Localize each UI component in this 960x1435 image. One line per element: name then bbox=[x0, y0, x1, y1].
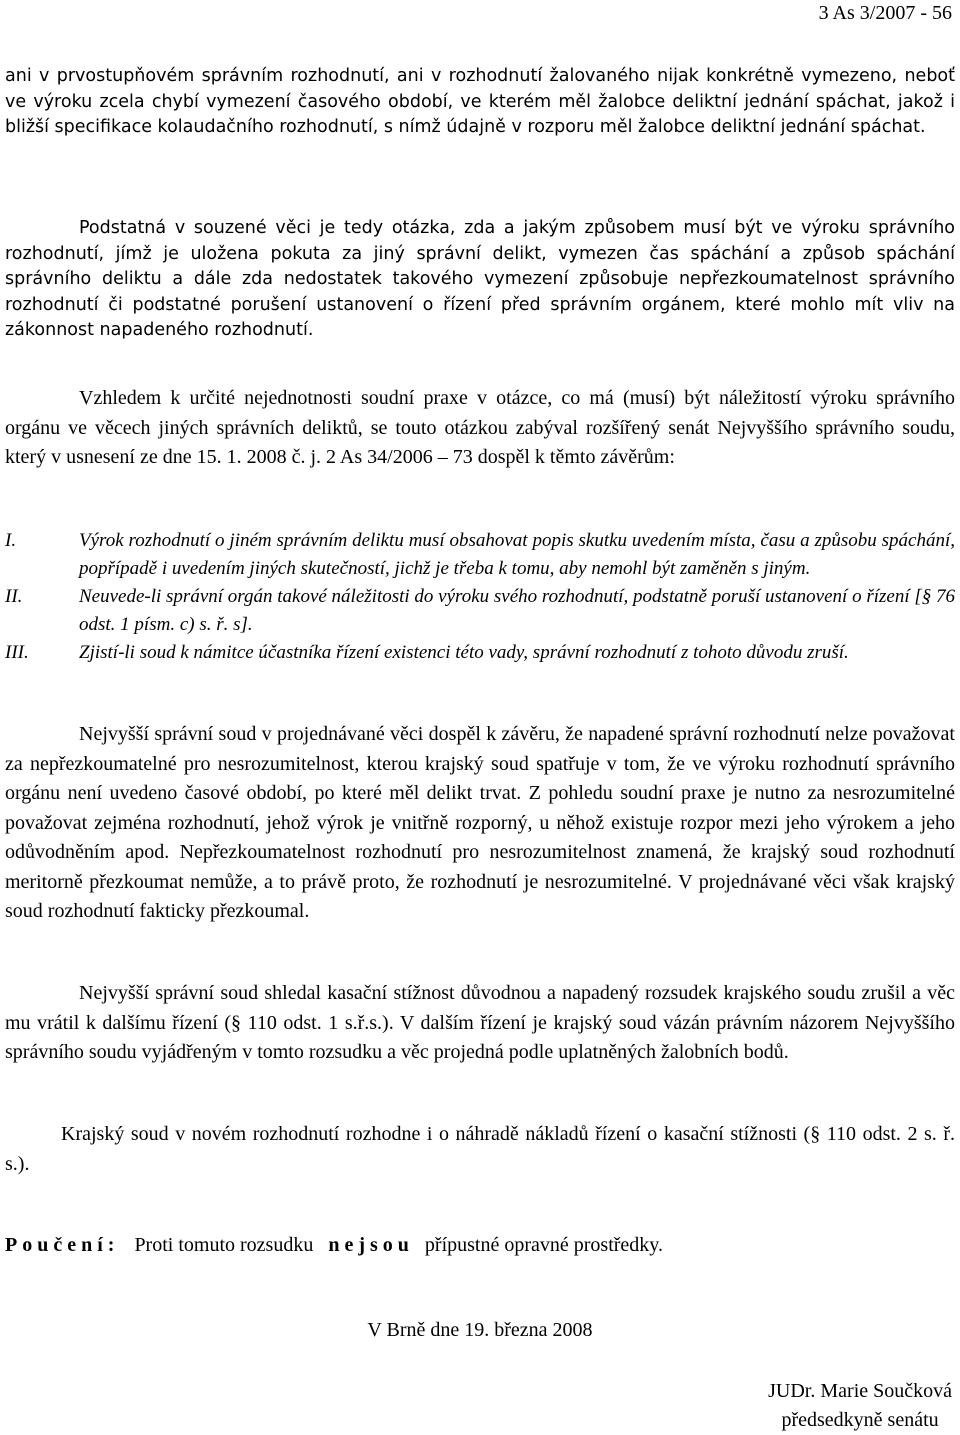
paragraph-extended-senate: Vzhledem k určité nejednotnosti soudní praxe v otázce, co má (musí) být náležitostí výroku správního orgánu ve věcech jiných správních deliktů, se touto otázkou zabýval rozšířený senát Nejvyššího správního soudu, který v usnesení ze dne 15. 1. 2008 č. j. 2 As 34/2006 – 73 dospěl k těmto závěrům: bbox=[5, 387, 955, 468]
paragraph-costs: Krajský soud v novém rozhodnutí rozhodne i o náhradě nákladů řízení o kasační stížnosti (§ 110 odst. 2 s. ř. s.). bbox=[5, 1123, 955, 1175]
instruction-emphasis: nejsou bbox=[328, 1234, 414, 1256]
thesis-number: III. bbox=[5, 642, 29, 663]
thesis-item-2 bbox=[5, 583, 955, 639]
thesis-number: I. bbox=[5, 530, 17, 551]
thesis-text: Zjistí-li soud k námitce účastníka řízení existenci této vady, správní rozhodnutí z tohoto důvodu zruší. bbox=[79, 642, 849, 663]
thesis-text: Výrok rozhodnutí o jiném správním deliktu musí obsahovat popis skutku uvedením místa, času a způsobu spáchání, popřípadě i uvedením jiných skutečností, jichž je třeba k tomu, aby nemohl být zaměněn s jiným. bbox=[79, 530, 955, 579]
signatory-name: JUDr. Marie Součková bbox=[768, 1380, 952, 1402]
thesis-item-3 bbox=[5, 639, 955, 667]
paragraph-question: Podstatná v souzené věci je tedy otázka, zda a jakým způsobem musí být ve výroku správního rozhodnutí, jímž je uložena pokuta za jiný správní delikt, vymezen čas spáchání a způsob spáchání správního deliktu a dále zda nedostatek takového vymezení způsobuje nepřezkoumatelnost správního rozhodnutí či podstatné porušení ustanovení o řízení před správním orgánem, které mohlo mít vliv na zákonnost napadeného rozhodnutí. bbox=[5, 218, 955, 340]
thesis-number: II. bbox=[5, 586, 23, 607]
thesis-text: Neuvede-li správní orgán takové náležitosti do výroku svého rozhodnutí, podstatně poruší ustanovení o řízení [§ 76 odst. 1 písm. c) s. ř. s]. bbox=[79, 586, 956, 635]
signature-block bbox=[768, 1377, 952, 1435]
instruction-text-after: přípustné opravné prostředky. bbox=[424, 1234, 663, 1256]
theses-list bbox=[5, 527, 955, 667]
instruction-text-before: Proti tomuto rozsudku bbox=[134, 1234, 314, 1256]
thesis-item-1 bbox=[5, 527, 955, 583]
legal-instruction bbox=[5, 1234, 663, 1257]
case-reference: 3 As 3/2007 - 56 bbox=[818, 2, 952, 24]
instruction-label: Poučení: bbox=[5, 1234, 120, 1256]
place-and-date: V Brně dne 19. března 2008 bbox=[367, 1319, 593, 1341]
paragraph-continuation: ani v prvostupňovém správním rozhodnutí, ani v rozhodnutí žalovaného nijak konkrétně vymezeno, neboť ve výroku zcela chybí vymezení časového období, ve kterém měl žalobce deliktní jednání spáchat, jakož i bližší specifikace kolaudačního rozhodnutí, s nímž údajně v rozporu měl žalobce deliktní jednání spáchat. bbox=[5, 66, 955, 137]
paragraph-verdict: Nejvyšší správní soud shledal kasační stížnost důvodnou a napadený rozsudek krajského soudu zrušil a věc mu vrátil k dalšímu řízení (§ 110 odst. 1 s.ř.s.). V dalším řízení je krajský soud vázán právním názorem Nejvyššího správního soudu vyjádřeným v tomto rozsudku a věc projedná podle uplatněných žalobních bodů. bbox=[5, 982, 955, 1063]
paragraph-conclusion: Nejvyšší správní soud v projednávané věci dospěl k závěru, že napadené správní rozhodnutí nelze považovat za nepřezkoumatelné pro nesrozumitelnost, kterou krajský soud spatřuje v tom, že ve výroku rozhodnutí správního orgánu není uvedeno časové období, po které měl delikt trvat. Z pohledu soudní praxe je nutno za nesrozumitelné považovat zejména rozhodnutí, jehož výrok je vnitřně rozporný, u něhož existuje rozpor mezi jeho výrokem a jeho odůvodněním apod. Nepřezkoumatelnost rozhodnutí pro nesrozumitelnost znamená, že krajský soud rozhodnutí meritorně přezkoumat nemůže, a to právě proto, že rozhodnutí je nesrozumitelné. V projednávané věci však krajský soud rozhodnutí fakticky přezkoumal. bbox=[5, 723, 955, 922]
signatory-role: předsedkyně senátu bbox=[781, 1409, 939, 1431]
